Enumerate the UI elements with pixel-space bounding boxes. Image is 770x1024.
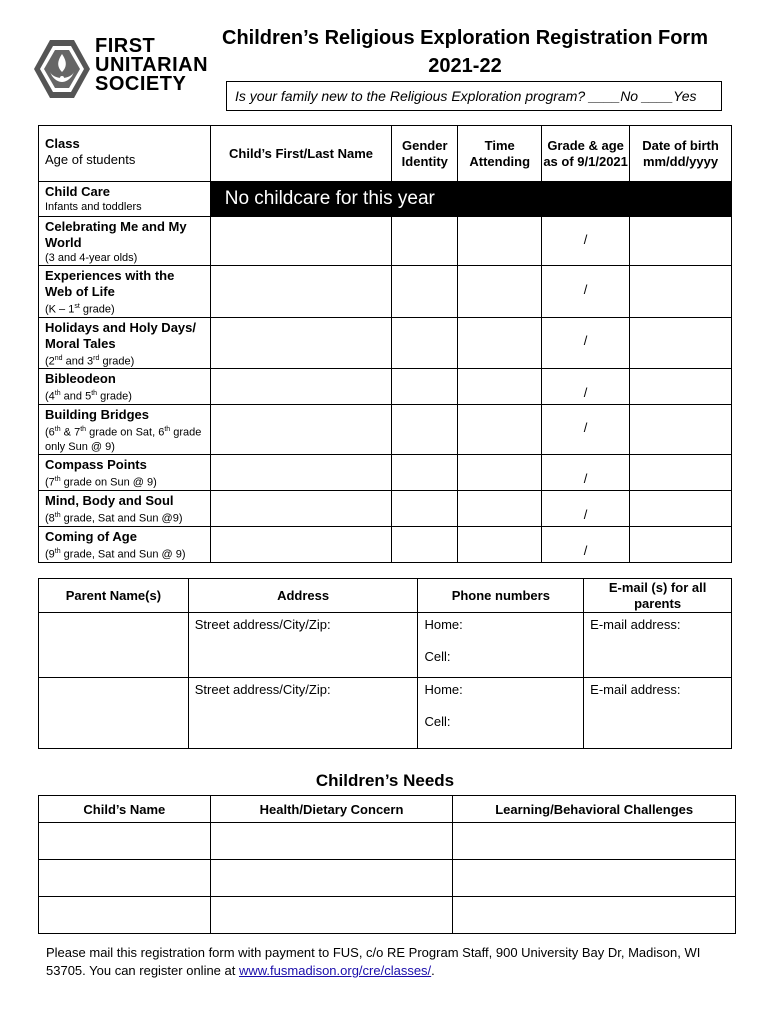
learning-header: Learning/Behavioral Challenges: [453, 796, 736, 823]
grade-age-field[interactable]: /: [542, 266, 630, 318]
child-name-field[interactable]: [210, 454, 392, 490]
logo-wordmark: [95, 37, 208, 94]
health-header: Health/Dietary Concern: [210, 796, 453, 823]
child-name-field[interactable]: [39, 860, 211, 897]
class-age: (K – 1st grade): [45, 303, 115, 316]
footer-end: .: [431, 963, 435, 978]
class-age: (6th & 7th grade on Sat, 6th grade only Sun @ 9): [45, 426, 202, 453]
parent-name-field[interactable]: [39, 678, 189, 749]
gender-field[interactable]: [392, 266, 458, 318]
health-field[interactable]: [210, 860, 453, 897]
time-field[interactable]: [458, 266, 542, 318]
table-header-row: [39, 126, 732, 182]
home-phone-label: Home:: [424, 682, 463, 697]
time-field[interactable]: [458, 317, 542, 369]
class-age: Infants and toddlers: [45, 201, 142, 213]
footer-text: Please mail this registration form with payment to FUS, c/o RE Program Staff, 900 University Bay Dr, Madison, WI 53705. You can register online at: [46, 945, 701, 978]
time-field[interactable]: [458, 526, 542, 562]
table-row: [39, 678, 732, 749]
class-name: Holidays and Holy Days/ Moral Tales: [45, 319, 196, 351]
table-row: [39, 613, 732, 678]
health-field[interactable]: [210, 897, 453, 934]
class-age: (4th and 5th grade): [45, 390, 132, 403]
gender-field[interactable]: [392, 317, 458, 369]
table-row: [39, 454, 732, 490]
table-row: [39, 369, 732, 405]
grade-age-field[interactable]: /: [542, 526, 630, 562]
grade-age-field[interactable]: /: [542, 405, 630, 455]
grade-age-field[interactable]: /: [542, 317, 630, 369]
child-name-field[interactable]: [39, 823, 211, 860]
gender-field[interactable]: [392, 526, 458, 562]
class-cell: [39, 317, 211, 369]
grade-header: Grade & age as of 9/1/2021: [542, 126, 630, 182]
time-field[interactable]: [458, 490, 542, 526]
class-registration-table: [38, 125, 732, 563]
child-name-header: Child’s Name: [39, 796, 211, 823]
class-age: (9th grade, Sat and Sun @ 9): [45, 547, 186, 561]
parent-name-field[interactable]: [39, 613, 189, 678]
health-field[interactable]: [210, 823, 453, 860]
dob-field[interactable]: [630, 266, 732, 318]
child-name-field[interactable]: [210, 526, 392, 562]
table-row: [39, 266, 732, 318]
class-cell: [39, 454, 211, 490]
phone-header: Phone numbers: [418, 579, 584, 613]
class-name: Mind, Body and Soul: [45, 492, 174, 508]
child-name-field[interactable]: [39, 897, 211, 934]
no-childcare-banner: No childcare for this year: [210, 182, 731, 217]
logo-line: FIRST: [95, 35, 156, 57]
grade-age-field[interactable]: /: [542, 217, 630, 266]
phone-field[interactable]: [418, 678, 584, 749]
table-header-row: [39, 579, 732, 613]
child-name-field[interactable]: [210, 369, 392, 405]
child-name-field[interactable]: [210, 405, 392, 455]
class-name: Bibleodeon: [45, 371, 116, 387]
cell-phone-label: Cell:: [424, 714, 451, 729]
class-age: (7th grade on Sun @ 9): [45, 475, 157, 489]
email-header: E-mail (s) for all parents: [584, 579, 732, 613]
dob-field[interactable]: [630, 454, 732, 490]
title-line-2: 2021-22: [428, 55, 502, 77]
page-title: [205, 24, 725, 80]
class-age: (3 and 4-year olds): [45, 252, 138, 264]
time-header: Time Attending: [458, 126, 542, 182]
dob-field[interactable]: [630, 490, 732, 526]
table-row: [39, 182, 732, 217]
gender-field[interactable]: [392, 454, 458, 490]
class-name: Child Care: [45, 184, 111, 199]
grade-age-field[interactable]: /: [542, 454, 630, 490]
new-family-question[interactable]: Is your family new to the Religious Exploration program? ____No ____Yes: [226, 81, 722, 111]
class-age: (8th grade, Sat and Sun @9): [45, 511, 183, 525]
class-cell: [39, 217, 211, 266]
class-name: Building Bridges: [45, 407, 149, 423]
class-cell: [39, 490, 211, 526]
class-cell: [39, 405, 211, 455]
class-cell: [39, 369, 211, 405]
grade-age-field[interactable]: /: [542, 369, 630, 405]
class-cell: [39, 266, 211, 318]
child-name-field[interactable]: [210, 266, 392, 318]
learning-field[interactable]: [453, 860, 736, 897]
learning-field[interactable]: [453, 897, 736, 934]
child-name-field[interactable]: [210, 217, 392, 266]
child-name-field[interactable]: [210, 490, 392, 526]
email-field[interactable]: E-mail address:: [584, 678, 732, 749]
gender-field[interactable]: [392, 490, 458, 526]
logo-line: SOCIETY: [95, 73, 187, 95]
parent-info-table: [38, 578, 732, 749]
dob-field[interactable]: [630, 369, 732, 405]
learning-field[interactable]: [453, 823, 736, 860]
child-name-field[interactable]: [210, 317, 392, 369]
class-cell: [39, 182, 211, 217]
phone-field[interactable]: [418, 613, 584, 678]
email-field[interactable]: E-mail address:: [584, 613, 732, 678]
class-header-sub: Age of students: [45, 152, 136, 167]
class-name: Coming of Age: [45, 528, 137, 544]
time-field[interactable]: [458, 405, 542, 455]
address-field[interactable]: Street address/City/Zip:: [188, 613, 418, 678]
class-name: Compass Points: [45, 456, 147, 472]
parent-name-header: Parent Name(s): [39, 579, 189, 613]
table-header-row: [39, 796, 736, 823]
children-needs-table: [38, 795, 736, 934]
table-row: [39, 860, 736, 897]
table-row: [39, 405, 732, 455]
child-name-header: Child’s First/Last Name: [210, 126, 392, 182]
logo-line: UNITARIAN: [95, 54, 209, 76]
title-line-1: Children’s Religious Exploration Registration Form: [222, 27, 708, 49]
address-field[interactable]: Street address/City/Zip:: [188, 678, 418, 749]
dob-field[interactable]: [630, 317, 732, 369]
class-name: Celebrating Me and My World: [45, 219, 187, 250]
fus-logo-icon: [32, 38, 92, 100]
class-header: [39, 126, 211, 182]
class-header-label: Class: [45, 136, 80, 151]
table-row: [39, 317, 732, 369]
time-field[interactable]: [458, 217, 542, 266]
dob-header: Date of birth mm/dd/yyyy: [630, 126, 732, 182]
class-name: Experiences with the Web of Life: [45, 268, 175, 299]
gender-header: Gender Identity: [392, 126, 458, 182]
grade-age-field[interactable]: /: [542, 490, 630, 526]
dob-field[interactable]: [630, 217, 732, 266]
cell-phone-label: Cell:: [424, 649, 451, 664]
time-field[interactable]: [458, 369, 542, 405]
table-row: [39, 526, 732, 562]
gender-field[interactable]: [392, 217, 458, 266]
table-row: [39, 897, 736, 934]
gender-field[interactable]: [392, 405, 458, 455]
dob-field[interactable]: [630, 405, 732, 455]
needs-section-title: Children’s Needs: [315, 771, 455, 790]
gender-field[interactable]: [392, 369, 458, 405]
address-header: Address: [188, 579, 418, 613]
footer-note: [46, 944, 736, 980]
home-phone-label: Home:: [424, 617, 463, 632]
time-field[interactable]: [458, 454, 542, 490]
registration-link[interactable]: www.fusmadison.org/cre/classes/: [238, 963, 432, 978]
table-row: [39, 823, 736, 860]
table-row: [39, 490, 732, 526]
class-cell: [39, 526, 211, 562]
class-age: (2nd and 3rd grade): [45, 354, 135, 368]
table-row: [39, 217, 732, 266]
dob-field[interactable]: [630, 526, 732, 562]
